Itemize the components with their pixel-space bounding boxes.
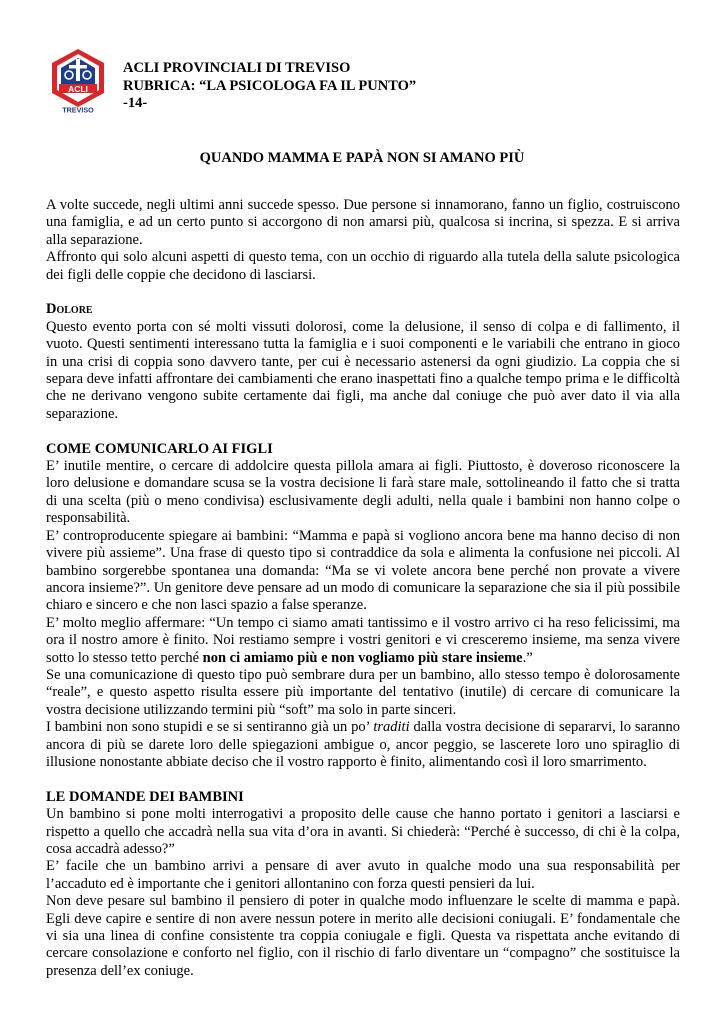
section-heading-dolore: Dolore [46,301,93,318]
article-body [46,197,680,980]
emphasis-italic: traditi [373,719,410,736]
header-organization: ACLI PROVINCIALI DI TREVISO [123,60,351,76]
comunicarlo-paragraph-5: I bambini non sono stupidi e se si sentiranno già un po’ traditi dalla vostra decisione di separarvi, lo saranno ancora di più se darete loro delle spiegazioni ambigue o, ancor peggio, se lascerete loro uno spiraglio di illusione nonostante abbiate deciso che il vostro rapporto è finito, alimentando così il loro smarrimento. [46,719,680,770]
section-heading-domande: LE DOMANDE DEI BAMBINI [46,788,244,805]
logo-acronym: ACLI [68,84,88,94]
header-column: RUBRICA: “LA PSICOLOGA FA IL PUNTO” [123,77,417,94]
comunicarlo-paragraph-4: Se una comunicazione di questo tipo può sembrare dura per un bambino, allo stesso tempo è dolorosamente “reale”, e questo aspetto risulta essere più importante del tentativo (inutile) di cercare di comunicare la vostra decisione utilizzando termini più “soft” ma solo in parte sinceri. [46,666,680,718]
domande-paragraph-2: E’ facile che un bambino arrivi a pensare di aver avuto in qualche modo una sua responsabilità per l’accaduto ed è importante che i genitori allontanino con forza questi pensieri da lui. [46,858,680,892]
section-heading-comunicarlo: COME COMUNICARLO AI FIGLI [46,440,273,457]
header-issue-number: -14- [123,95,148,111]
dolore-paragraph-1: Questo evento porta con sé molti vissuti dolorosi, come la delusione, il senso di colpa e di fallimento, il vuoto. Questi sentimenti interessano tutta la famiglia e i suoi componenti e le variabili che entrano in gioco in una crisi di coppia sono davvero tante, per cui è necessario astenersi da ogni giudizio. La coppia che si separa deve infatti affrontare dei cambiamenti che erano inaspettati fino a qualche tempo prima e le difficoltà che ne derivano vengono subite certamente dai figli, ma anche dal coniuge che può aver dato il via alla separazione. [46,318,680,422]
intro-paragraph-1: A volte succede, negli ultimi anni succede spesso. Due persone si innamorano, fanno un figlio, costruiscono una famiglia, e ad un certo punto si accorgono di non amarsi più, qualcosa si incrina, si spezza. E si arriva alla separazione. [46,197,680,248]
domande-paragraph-3: Non deve pesare sul bambino il pensiero di poter in qualche modo influenzare le scelte di mamma e papà. Egli deve capire e sentire di non avere nessun potere in merito alle decisioni coniugali. E’ fondamentale che vi sia una linea di confine consistente tra coppia coniugale e figli. Questa va rispettata anche evitando di cercare consolazione e conforto nel figlio, con il rischio di farlo diventare un “compagno” che sostituisce la presenza dell’ex coniuge. [46,893,680,979]
domande-paragraph-1: Un bambino si pone molti interrogativi a proposito delle cause che hanno portato i genitori a lasciarsi e rispetto a quello che accadrà nella sua vita d’ora in avanti. Si chiederà: “Perché è successo, di chi è la colpa, cosa accadrà adesso?” [46,806,680,857]
emphasis-bold: non ci amiamo più e non vogliamo più stare insieme [202,649,523,666]
document-header [123,60,416,113]
article-title: QUANDO MAMMA E PAPÀ NON SI AMANO PIÙ [199,150,525,166]
comunicarlo-paragraph-2: E’ controproducente spiegare ai bambini: “Mamma e papà si vogliono ancora bene ma hanno deciso di non vivere più assieme”. Una frase di questo tipo si contraddice da sola e alimenta la confusione nei piccoli. Al bambino sorgerebbe spontanea una domanda: “Ma se vi volete ancora bene perché non provate a vivere ancora insieme?”. Un genitore deve pensare ad un modo di comunicare la separazione che sia il più possibile chiaro e sincero e che non lasci spazio a false speranze. [46,527,680,614]
intro-paragraph-2: Affronto qui solo alcuni aspetti di questo tema, con un occhio di riguardo alla tutela della salute psicologica dei figli delle coppie che decidono di lasciarsi. [46,249,680,283]
logo-city: TREVISO [62,105,94,114]
comunicarlo-paragraph-3: E’ molto meglio affermare: “Un tempo ci siamo amati tantissimo e il vostro arrivo ci ha reso felicissimi, ma ora il nostro amore è finito. Noi restiamo sempre i vostri genitori e vi cresceremo insieme, ma senza vivere sotto lo stesso tetto perché non ci amiamo più e non vogliamo più stare insieme.” [46,614,680,666]
acli-treviso-logo [50,48,106,114]
comunicarlo-paragraph-1: E’ inutile mentire, o cercare di addolcire questa pillola amara ai figli. Piuttosto, è doveroso riconoscere la loro delusione e domandare scusa se la vostra decisione li farà stare male, sottolineando il fatto che si tratta di una scelta (più o meno condivisa) esclusivamente degli adulti, nella quale i bambini non hanno colpe o responsabilità. [46,458,680,527]
